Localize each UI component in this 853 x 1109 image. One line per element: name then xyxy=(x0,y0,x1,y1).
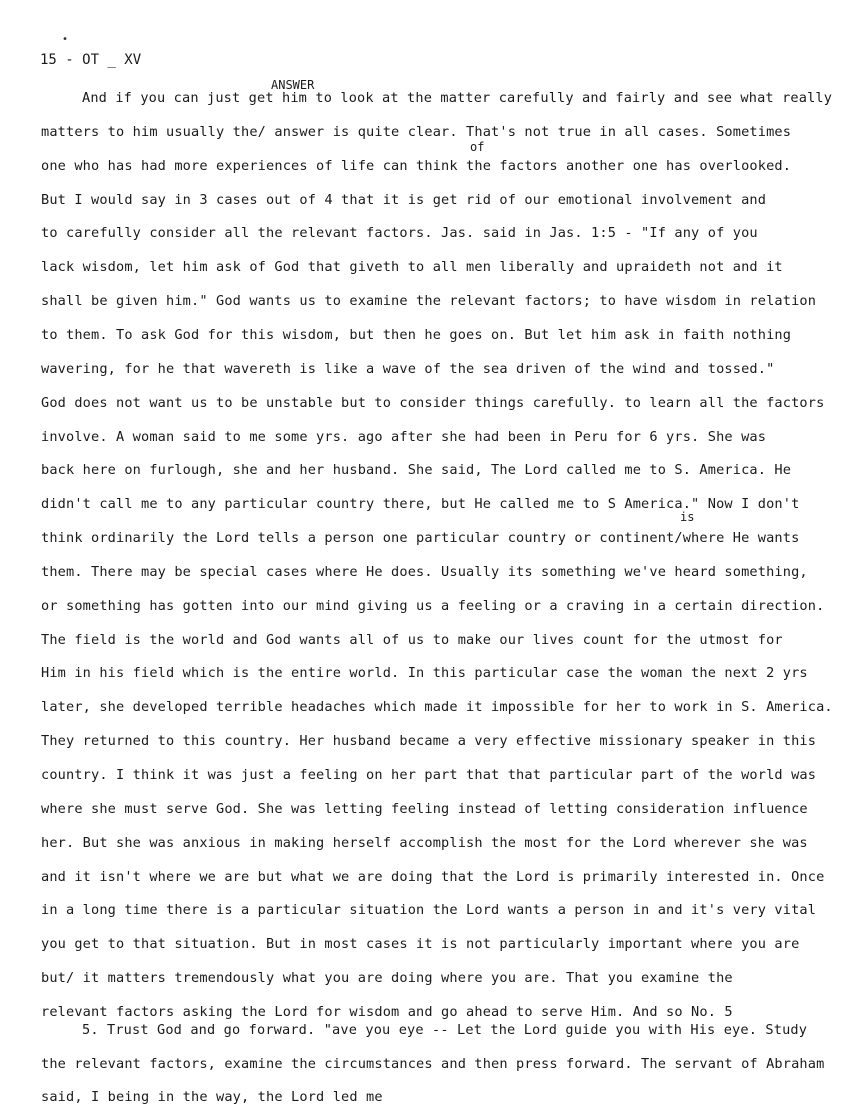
text-line: to carefully consider all the relevant factors. Jas. said in Jas. 1:5 - "If any of you xyxy=(41,225,758,242)
text-line: said, I being in the way, the Lord led me xyxy=(41,1089,383,1105)
text-line: The field is the world and God wants all of us to make our lives count for the utmost for xyxy=(41,631,783,648)
page-reference: 15 - OT _ XV xyxy=(40,52,142,68)
text-line: her. But she was anxious in making herself accomplish the most for the Lord wherever she was xyxy=(41,834,808,851)
corner-mark: • xyxy=(62,34,69,45)
text-line: where she must serve God. She was letting feeling instead of letting consideration influence xyxy=(41,800,808,817)
text-line: shall be given him." God wants us to examine the relevant factors; to have wisdom in relation xyxy=(41,293,817,310)
text-line: wavering, for he that wavereth is like a wave of the sea driven of the wind and tossed." xyxy=(41,360,775,377)
text-line: back here on furlough, she and her husband. She said, The Lord called me to S. America. He xyxy=(41,462,792,479)
interlinear-note-answer: ANSWER xyxy=(271,78,315,92)
text-line: and it isn't where we are but what we are doing that the Lord is primarily interested in. Once xyxy=(41,868,825,885)
text-line: the relevant factors, examine the circumstances and then press forward. The servant of Abraham xyxy=(41,1055,825,1072)
interlinear-note-of: of xyxy=(470,140,485,154)
text-line: 5. Trust God and go forward. "ave you eye -- Let the Lord guide you with His eye. Study xyxy=(82,1022,808,1038)
text-line: didn't call me to any particular country there, but He called me to S America." Now I don't xyxy=(41,496,800,513)
text-line: in a long time there is a particular situation the Lord wants a person in and it's very vital xyxy=(41,902,817,919)
text-line: lack wisdom, let him ask of God that giveth to all men liberally and upraideth not and it xyxy=(41,259,783,276)
text-line: think ordinarily the Lord tells a person one particular country or continent/where He wants xyxy=(41,530,800,547)
text-line: involve. A woman said to me some yrs. ago after she had been in Peru for 6 yrs. She was xyxy=(41,428,767,445)
text-line: you get to that situation. But in most cases it is not particularly important where you are xyxy=(41,936,800,953)
interlinear-note-is: is xyxy=(680,510,695,524)
text-line: to them. To ask God for this wisdom, but then he goes on. But let him ask in faith nothing xyxy=(41,326,792,343)
text-line: But I would say in 3 cases out of 4 that it is get rid of our emotional involvement and xyxy=(41,191,767,208)
text-line: one who has had more experiences of life can think the factors another one has overlooked. xyxy=(41,157,792,174)
text-line: or something has gotten into our mind giving us a feeling or a craving in a certain direction. xyxy=(41,597,825,614)
text-line: And if you can just get him to look at the matter carefully and fairly and see what really xyxy=(82,90,833,106)
text-line: They returned to this country. Her husband became a very effective missionary speaker in this xyxy=(41,733,817,750)
text-line: but/ it matters tremendously what you are doing where you are. That you examine the xyxy=(41,970,733,987)
text-line: country. I think it was just a feeling on her part that that particular part of the world was xyxy=(41,767,817,783)
text-line: Him in his field which is the entire world. In this particular case the woman the next 2 yrs xyxy=(41,665,808,682)
text-line: them. There may be special cases where He does. Usually its something we've heard something, xyxy=(41,563,808,580)
text-line: God does not want us to be unstable but to consider things carefully. to learn all the factors xyxy=(41,394,825,411)
text-line: later, she developed terrible headaches which made it impossible for her to work in S. America. xyxy=(41,699,833,716)
text-line: relevant factors asking the Lord for wisdom and go ahead to serve Him. And so No. 5 xyxy=(41,1003,733,1020)
text-line: matters to him usually the/ answer is quite clear. That's not true in all cases. Sometimes xyxy=(41,123,792,140)
